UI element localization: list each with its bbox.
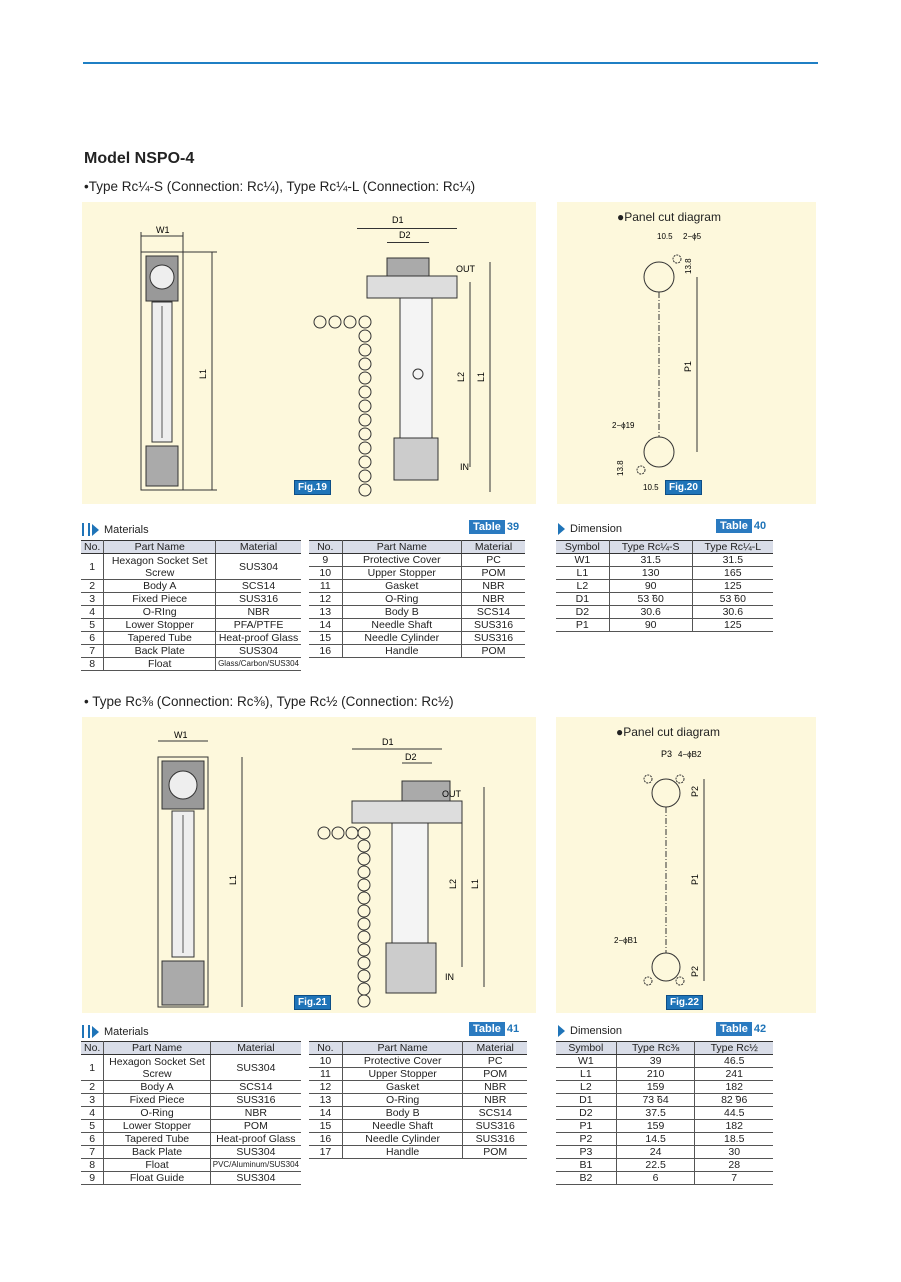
table-cell: 16: [309, 1133, 342, 1146]
table-cell: Body B: [342, 1107, 463, 1120]
table-row: [81, 1159, 301, 1172]
table-cell: 12: [309, 1081, 342, 1094]
table-cell: Float Guide: [104, 1172, 210, 1185]
table-cell: Needle Cylinder: [342, 1133, 463, 1146]
table-cell: 37.5: [616, 1107, 695, 1120]
table-cell: POM: [462, 645, 525, 658]
table-row: [81, 1172, 301, 1185]
table-cell: O-Ring: [104, 1107, 210, 1120]
table-cell: 14: [309, 1107, 342, 1120]
table-row: [556, 1133, 773, 1146]
materials-table-1-right: No. Part Name Material 9 Protective Cover PC 10 Upper Stopper POM 11 Gasket NBR 12 O-Ring NBR 13 Body B SCS14 14 Needle Shaft SUS316 15 Needle Cylinder SUS316 16 Handle POM: [309, 540, 525, 658]
table-cell: 159: [616, 1081, 695, 1094]
table-row: [556, 619, 773, 632]
table-cell: SCS14: [216, 580, 301, 593]
table-cell: 73 ̃64: [616, 1094, 695, 1107]
figure-label-22: Fig.22: [666, 995, 703, 1010]
svg-text:P2: P2: [690, 965, 700, 977]
table-cell: SUS316: [462, 619, 525, 632]
svg-text:13.8: 13.8: [616, 460, 625, 476]
table-cell: 1: [81, 1055, 104, 1081]
table-cell: Needle Cylinder: [342, 632, 462, 645]
table-cell: 159: [616, 1120, 695, 1133]
table-cell: W1: [556, 554, 609, 567]
table-cell: 30.6: [692, 606, 773, 619]
svg-text:L1: L1: [470, 878, 480, 889]
table-cell: NBR: [463, 1094, 527, 1107]
table-row: [81, 1133, 301, 1146]
table-cell: Glass/Carbon/SUS304: [216, 658, 301, 671]
table-cell: NBR: [462, 593, 525, 606]
table-cell: D1: [556, 593, 609, 606]
table-cell: D2: [556, 1107, 616, 1120]
table-cell: Body A: [104, 1081, 210, 1094]
table-cell: Needle Shaft: [342, 619, 462, 632]
table-cell: POM: [210, 1120, 301, 1133]
table-row: [556, 580, 773, 593]
svg-text:L2: L2: [456, 371, 466, 382]
materials-table-2-left: No. Part Name Material 1 Hexagon Socket Set Screw SUS304 2 Body A SCS14 3 Fixed Piece SUS316 4 O-Ring NBR 5 Lower Stopper POM 6 Tapered Tube Heat-proof Glass 7 Back Plate SUS304 8 Float PVC/Aluminum/SUS304 9 Float Guide SUS304: [81, 1041, 301, 1185]
model-title: Model NSPO-4: [84, 150, 195, 167]
table-cell: 7: [81, 1146, 104, 1159]
table-row: [81, 658, 301, 671]
table-row: [556, 593, 773, 606]
table-cell: 13: [309, 606, 342, 619]
table-cell: 16: [309, 645, 342, 658]
svg-text:13.8: 13.8: [684, 258, 693, 274]
table-cell: 7: [695, 1172, 773, 1185]
table-cell: 82 ̃96: [695, 1094, 773, 1107]
svg-text:D2: D2: [405, 752, 417, 762]
table-cell: B2: [556, 1172, 616, 1185]
table-cell: Fixed Piece: [104, 593, 216, 606]
table-cell: 8: [81, 1159, 104, 1172]
table-row: [556, 606, 773, 619]
table-cell: Body A: [104, 580, 216, 593]
table-cell: L2: [556, 1081, 616, 1094]
table-cell: SUS304: [210, 1172, 301, 1185]
table-cell: PC: [463, 1055, 527, 1068]
table-row: [309, 1133, 527, 1146]
table-cell: 90: [609, 580, 692, 593]
svg-text:D1: D1: [382, 737, 394, 747]
dimension-table-1: Symbol Type Rc¼-S Type Rc¼-L W1 31.5 31.5 L1 130 165 L2 90 125 D1 53 ̃60 53 ̃60 D2 30.6 30.6 P1 90 125: [556, 540, 773, 632]
table-cell: Back Plate: [104, 1146, 210, 1159]
table-cell: SUS316: [462, 632, 525, 645]
table-cell: P1: [556, 619, 609, 632]
table-row: [556, 1094, 773, 1107]
table-cell: 14: [309, 619, 342, 632]
table-row: [309, 1107, 527, 1120]
table-cell: PC: [462, 554, 525, 567]
table-cell: 3: [81, 593, 104, 606]
table-cell: SUS316: [463, 1120, 527, 1133]
table-cell: SCS14: [210, 1081, 301, 1094]
table-row: [556, 1081, 773, 1094]
table-cell: Hexagon Socket Set Screw: [104, 554, 216, 580]
table-cell: NBR: [462, 580, 525, 593]
flowmeter-drawing-fig21: [82, 717, 536, 1013]
table-badge-40: Table 40: [716, 520, 766, 532]
table-cell: L2: [556, 580, 609, 593]
table-cell: P1: [556, 1120, 616, 1133]
table-cell: NBR: [463, 1081, 527, 1094]
materials-heading-2: Materials: [82, 1025, 149, 1038]
table-cell: 28: [695, 1159, 773, 1172]
table-badge-39: Table 39: [469, 521, 519, 533]
table-row: [81, 632, 301, 645]
svg-text:IN: IN: [460, 462, 469, 472]
table-cell: SUS316: [210, 1094, 301, 1107]
table-row: [309, 567, 525, 580]
table-row: [309, 1081, 527, 1094]
table-cell: SUS304: [210, 1055, 301, 1081]
panel-cut-panel-fig22: [556, 717, 816, 1013]
table-cell: SUS304: [210, 1146, 301, 1159]
table-cell: 3: [81, 1094, 104, 1107]
table-cell: O-Ring: [342, 1094, 463, 1107]
table-row: [309, 580, 525, 593]
svg-text:W1: W1: [156, 225, 170, 235]
table-row: [81, 554, 301, 580]
table-cell: Lower Stopper: [104, 1120, 210, 1133]
drawing-panel-fig19: [82, 202, 536, 504]
table-cell: Upper Stopper: [342, 567, 462, 580]
materials-table-1-left: No. Part Name Material 1 Hexagon Socket Set Screw SUS304 2 Body A SCS14 3 Fixed Piece SUS316 4 O-RIng NBR 5 Lower Stopper PFA/PTFE 6 Tapered Tube Heat-proof Glass 7 Back Plate SUS304 8 Float Glass/Carbon/SUS304: [81, 540, 301, 671]
table-row: [81, 619, 301, 632]
table-row: [309, 632, 525, 645]
dimension-table-2: Symbol Type Rc⅜ Type Rc½ W1 39 46.5 L1 210 241 L2 159 182 D1 73 ̃64 82 ̃96 D2 37.5 44.5 P1 159 182 P2 14.5 18.5 P3 24 30 B1 22.5 28 B2 6 7: [556, 1041, 773, 1185]
table-row: [556, 1107, 773, 1120]
table-cell: 13: [309, 1094, 342, 1107]
table-cell: NBR: [216, 606, 301, 619]
panel-cut-title-2: ●Panel cut diagram: [616, 725, 720, 739]
table-cell: 2: [81, 580, 104, 593]
table-cell: 53 ̃60: [609, 593, 692, 606]
flowmeter-drawing-fig19: [82, 202, 536, 504]
figure-label-20: Fig.20: [665, 480, 702, 495]
table-cell: 31.5: [692, 554, 773, 567]
table-cell: O-RIng: [104, 606, 216, 619]
table-cell: Tapered Tube: [104, 632, 216, 645]
table-row: [556, 1146, 773, 1159]
table-cell: 24: [616, 1146, 695, 1159]
svg-text:D2: D2: [399, 230, 411, 240]
table-cell: Handle: [342, 1146, 463, 1159]
table-cell: 53 ̃60: [692, 593, 773, 606]
table-cell: W1: [556, 1055, 616, 1068]
table-row: [309, 1068, 527, 1081]
table-row: [309, 1055, 527, 1068]
svg-text:IN: IN: [445, 972, 454, 982]
table-badge-42: Table 42: [716, 1023, 766, 1035]
svg-text:OUT: OUT: [456, 264, 475, 274]
table-cell: Protective Cover: [342, 554, 462, 567]
table-cell: SUS304: [216, 554, 301, 580]
svg-text:P3: P3: [661, 749, 673, 759]
svg-text:OUT: OUT: [442, 789, 461, 799]
table-row: [556, 1159, 773, 1172]
svg-text:4−ϕB2: 4−ϕB2: [678, 750, 702, 759]
table-cell: SCS14: [463, 1107, 527, 1120]
table-cell: Heat-proof Glass: [210, 1133, 301, 1146]
svg-text:L2: L2: [448, 878, 458, 889]
table-cell: 6: [81, 1133, 104, 1146]
svg-text:P1: P1: [690, 873, 700, 885]
table-cell: 17: [309, 1146, 342, 1159]
table-row: [81, 1107, 301, 1120]
svg-text:D1: D1: [392, 215, 404, 225]
table-cell: 1: [81, 554, 104, 580]
table-cell: Body B: [342, 606, 462, 619]
table-cell: 125: [692, 619, 773, 632]
table-cell: Heat-proof Glass: [216, 632, 301, 645]
table-cell: 30: [695, 1146, 773, 1159]
top-rule: [83, 62, 818, 64]
table-cell: O-Ring: [342, 593, 462, 606]
table-row: [81, 1120, 301, 1133]
table-row: [309, 606, 525, 619]
table-cell: Back Plate: [104, 645, 216, 658]
table-cell: 4: [81, 1107, 104, 1120]
panel-cut-drawing-fig20: [557, 202, 816, 504]
table-cell: 11: [309, 580, 342, 593]
table-cell: 125: [692, 580, 773, 593]
table-cell: D2: [556, 606, 609, 619]
table-cell: 6: [81, 632, 104, 645]
table-cell: 7: [81, 645, 104, 658]
svg-text:L1: L1: [228, 874, 238, 885]
svg-text:W1: W1: [174, 730, 188, 740]
table-row: [81, 1055, 301, 1081]
table-cell: 130: [609, 567, 692, 580]
table-row: [556, 1055, 773, 1068]
table-cell: 182: [695, 1120, 773, 1133]
table-cell: L1: [556, 567, 609, 580]
table-cell: 10: [309, 1055, 342, 1068]
table-cell: Tapered Tube: [104, 1133, 210, 1146]
table-row: [556, 1172, 773, 1185]
svg-text:P2: P2: [690, 785, 700, 797]
table-row: [556, 567, 773, 580]
drawing-panel-fig21: [82, 717, 536, 1013]
table-cell: 22.5: [616, 1159, 695, 1172]
table-cell: 11: [309, 1068, 342, 1081]
table-cell: PVC/Aluminum/SUS304: [210, 1159, 301, 1172]
table-row: [81, 645, 301, 658]
table-cell: Needle Shaft: [342, 1120, 463, 1133]
table-cell: 15: [309, 1120, 342, 1133]
table-cell: 18.5: [695, 1133, 773, 1146]
type-line-2: • Type Rc⅜ (Connection: Rc⅜), Type Rc½ (Connection: Rc½): [84, 694, 454, 709]
table-cell: 30.6: [609, 606, 692, 619]
table-row: [309, 1120, 527, 1133]
table-row: [81, 593, 301, 606]
table-row: [81, 606, 301, 619]
table-cell: Fixed Piece: [104, 1094, 210, 1107]
svg-text:10.5: 10.5: [657, 232, 673, 241]
svg-text:L1: L1: [198, 368, 208, 379]
table-cell: POM: [462, 567, 525, 580]
table-row: [309, 1094, 527, 1107]
table-cell: SUS304: [216, 645, 301, 658]
table-cell: 165: [692, 567, 773, 580]
table-cell: Hexagon Socket Set Screw: [104, 1055, 210, 1081]
table-badge-41: Table 41: [469, 1023, 519, 1035]
table-cell: 2: [81, 1081, 104, 1094]
table-cell: 5: [81, 1120, 104, 1133]
panel-cut-drawing-fig22: [556, 717, 816, 1013]
table-cell: SCS14: [462, 606, 525, 619]
table-cell: 182: [695, 1081, 773, 1094]
svg-text:2−ϕ5: 2−ϕ5: [683, 232, 702, 241]
materials-table-2-right: No. Part Name Material 10 Protective Cover PC 11 Upper Stopper POM 12 Gasket NBR 13 O-Ring NBR 14 Body B SCS14 15 Needle Shaft SUS316 16 Needle Cylinder SUS316 17 Handle POM: [309, 1041, 527, 1159]
dimension-heading-2: Dimension: [558, 1025, 622, 1037]
table-cell: Upper Stopper: [342, 1068, 463, 1081]
table-cell: 241: [695, 1068, 773, 1081]
svg-text:2−ϕB1: 2−ϕB1: [614, 936, 638, 945]
table-cell: Gasket: [342, 1081, 463, 1094]
table-cell: 44.5: [695, 1107, 773, 1120]
table-cell: P2: [556, 1133, 616, 1146]
table-cell: 9: [81, 1172, 104, 1185]
table-cell: Gasket: [342, 580, 462, 593]
table-cell: 8: [81, 658, 104, 671]
table-cell: L1: [556, 1068, 616, 1081]
figure-label-21: Fig.21: [294, 995, 331, 1010]
table-cell: NBR: [210, 1107, 301, 1120]
table-cell: 90: [609, 619, 692, 632]
table-cell: POM: [463, 1146, 527, 1159]
table-row: [309, 593, 525, 606]
svg-text:L1: L1: [476, 371, 486, 382]
table-row: [556, 1068, 773, 1081]
table-cell: Handle: [342, 645, 462, 658]
panel-cut-title: ●Panel cut diagram: [617, 210, 721, 224]
table-row: [81, 1081, 301, 1094]
svg-text:10.5: 10.5: [643, 483, 659, 492]
dimension-heading-1: Dimension: [558, 523, 622, 535]
table-row: [556, 1120, 773, 1133]
table-row: [309, 554, 525, 567]
table-cell: Float: [104, 1159, 210, 1172]
table-cell: 39: [616, 1055, 695, 1068]
table-row: [309, 619, 525, 632]
table-row: [309, 1146, 527, 1159]
table-cell: 15: [309, 632, 342, 645]
table-row: [81, 580, 301, 593]
svg-text:P1: P1: [683, 360, 693, 372]
materials-heading-1: Materials: [82, 523, 149, 536]
table-cell: Lower Stopper: [104, 619, 216, 632]
table-cell: SUS316: [463, 1133, 527, 1146]
type-line-1: •Type Rc¼-S (Connection: Rc¼), Type Rc¼-L (Connection: Rc¼): [84, 179, 476, 194]
table-cell: SUS316: [216, 593, 301, 606]
table-cell: 210: [616, 1068, 695, 1081]
table-cell: 31.5: [609, 554, 692, 567]
figure-label-19: Fig.19: [294, 480, 331, 495]
table-row: [81, 1146, 301, 1159]
table-row: [81, 1094, 301, 1107]
table-cell: D1: [556, 1094, 616, 1107]
table-cell: PFA/PTFE: [216, 619, 301, 632]
table-cell: P3: [556, 1146, 616, 1159]
table-cell: 6: [616, 1172, 695, 1185]
table-cell: 9: [309, 554, 342, 567]
table-row: [309, 645, 525, 658]
table-cell: Float: [104, 658, 216, 671]
table-cell: 10: [309, 567, 342, 580]
panel-cut-panel-fig20: [557, 202, 816, 504]
table-cell: Protective Cover: [342, 1055, 463, 1068]
svg-text:2−ϕ19: 2−ϕ19: [612, 421, 635, 430]
table-cell: 4: [81, 606, 104, 619]
table-cell: 46.5: [695, 1055, 773, 1068]
table-cell: 12: [309, 593, 342, 606]
table-cell: 5: [81, 619, 104, 632]
table-cell: POM: [463, 1068, 527, 1081]
table-cell: 14.5: [616, 1133, 695, 1146]
table-cell: B1: [556, 1159, 616, 1172]
table-row: [556, 554, 773, 567]
